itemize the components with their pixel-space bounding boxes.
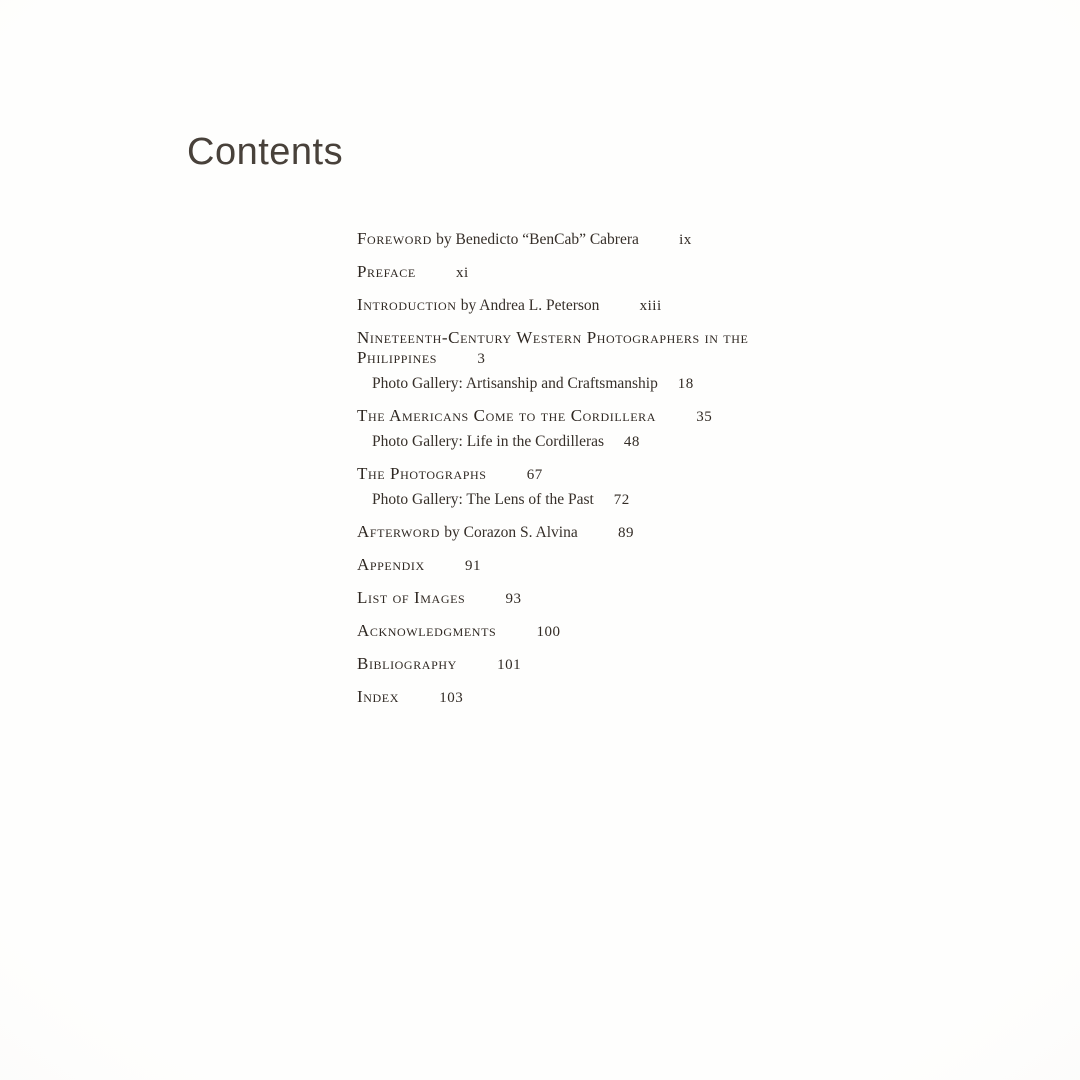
toc-entry-line (357, 621, 783, 642)
toc-entry-pagenumber: 93 (505, 591, 522, 607)
toc-entry-foreword (357, 229, 783, 250)
toc-entry-label: Afterword (357, 522, 441, 541)
toc-subentry-label: Photo Gallery: The Lens of the Past (372, 491, 594, 508)
toc-entry-photographs (357, 464, 783, 510)
toc-entry-label: Acknowledgments (357, 621, 497, 640)
toc-subentry-photo-gallery (372, 490, 783, 510)
toc-entry-byline: by Andrea L. Peterson (460, 297, 600, 314)
toc-entry-index (357, 687, 783, 708)
toc-subentry-pagenumber: 48 (623, 434, 640, 450)
toc-subentry-pagenumber: 18 (677, 376, 694, 392)
toc-entry-nineteenth-century (357, 328, 783, 394)
toc-entry-line (357, 522, 783, 543)
toc-entry-label: Foreword (357, 229, 432, 248)
toc-entry-appendix (357, 555, 783, 576)
toc-entry-pagenumber: 91 (465, 558, 481, 574)
toc-subentry-label: Photo Gallery: Life in the Cordilleras (372, 433, 605, 450)
toc-entry-list-of-images (357, 588, 783, 609)
toc-subentry-photo-gallery (372, 374, 783, 394)
toc-entry-label: The Photographs (357, 464, 487, 483)
toc-entry-pagenumber: 35 (696, 409, 713, 425)
toc-subentry-photo-gallery (372, 432, 783, 452)
toc-entry-pagenumber: xiii (639, 298, 662, 314)
toc-entry-afterword (357, 522, 783, 543)
toc-subentry-label: Photo Gallery: Artisanship and Craftsmanship (372, 375, 658, 392)
toc-entry-preface (357, 262, 783, 283)
toc-entry-pagenumber: 103 (439, 690, 464, 706)
table-of-contents (357, 229, 783, 720)
toc-entry-label: Preface (357, 262, 416, 281)
toc-entry-line (357, 687, 783, 708)
toc-entry-pagenumber: 101 (497, 657, 522, 673)
toc-entry-line (357, 464, 783, 485)
toc-entry-americans-cordillera (357, 406, 783, 452)
toc-entry-line (357, 328, 783, 369)
toc-entry-pagenumber: 89 (617, 525, 634, 541)
toc-entry-pagenumber: ix (679, 232, 692, 248)
toc-entry-label: Nineteenth-Century Western Photographers in the Philippines (357, 328, 749, 367)
toc-entry-pagenumber: 3 (477, 351, 486, 367)
toc-entry-line (357, 262, 783, 283)
toc-entry-label: List of Images (357, 588, 466, 607)
toc-entry-byline: by Corazon S. Alvina (444, 524, 578, 541)
toc-entry-pagenumber: xi (456, 265, 469, 281)
toc-entry-byline: by Benedicto “BenCab” Cabrera (436, 231, 639, 248)
toc-entry-line (357, 295, 783, 316)
toc-entry-label: The Americans Come to the Cordillera (357, 406, 657, 425)
toc-entry-pagenumber: 67 (526, 467, 543, 483)
toc-entry-acknowledgments (357, 621, 783, 642)
toc-entry-line (357, 229, 783, 250)
page-title: Contents (187, 131, 344, 173)
toc-entry-bibliography (357, 654, 783, 675)
toc-entry-label: Bibliography (357, 654, 457, 673)
toc-entry-introduction (357, 295, 783, 316)
toc-entry-line (357, 555, 783, 576)
toc-entry-pagenumber: 100 (536, 624, 561, 640)
toc-entry-line (357, 406, 783, 427)
toc-entry-label: Index (357, 687, 399, 706)
toc-entry-line (357, 588, 783, 609)
toc-entry-label: Introduction (357, 295, 457, 314)
toc-entry-line (357, 654, 783, 675)
toc-subentry-pagenumber: 72 (613, 492, 630, 508)
toc-entry-label: Appendix (357, 555, 425, 574)
